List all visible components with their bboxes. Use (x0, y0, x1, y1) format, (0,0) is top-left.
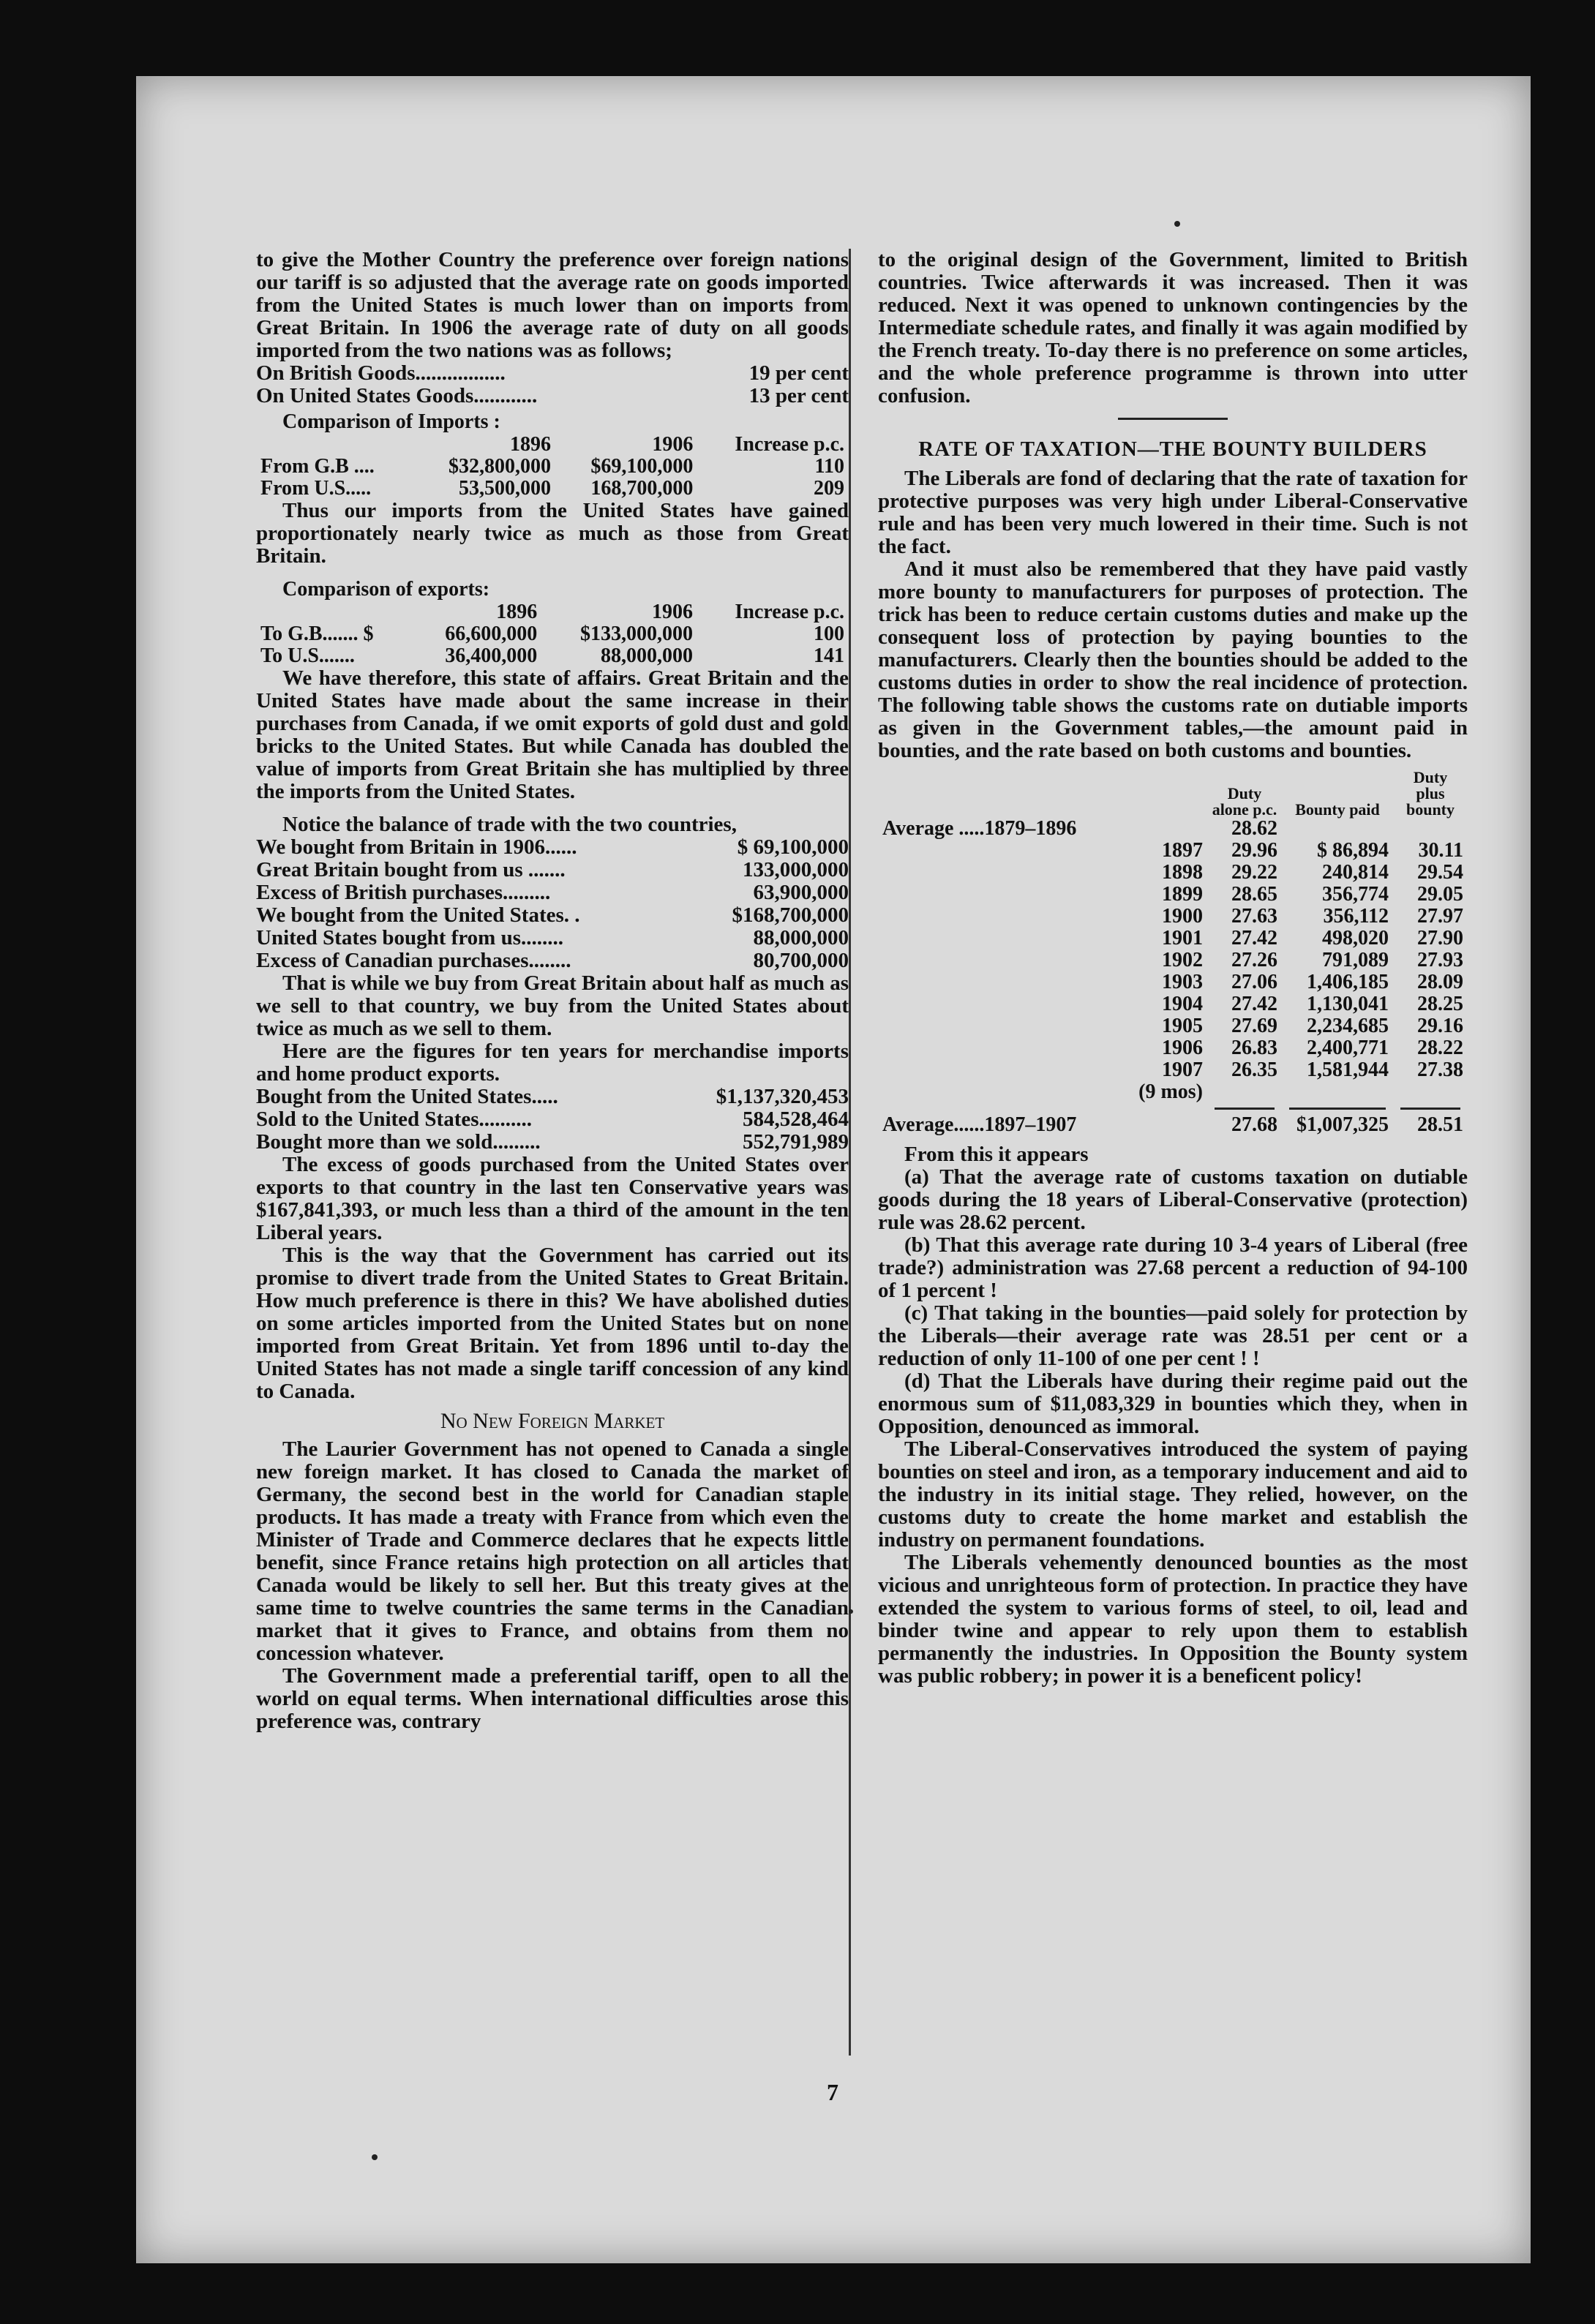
point-d: (d) That the Liberals have during their regime paid out the enormous sum of $11,083,329 in bounties which they, when in Opposition, denounced as immoral. (878, 1369, 1468, 1438)
page-number: 7 (827, 2079, 838, 2105)
ten-year-list (256, 1086, 849, 1154)
rate-row: On United States Goods............ 13 per cent (256, 384, 849, 407)
table-row: 1901 27.42 498,020 27.90 (1162, 927, 1463, 949)
table-header-row: Duty alone p.c. Bounty paid Duty plus bounty (1212, 768, 1455, 819)
table-row: 1899 28.65 356,774 29.05 (1162, 883, 1463, 906)
balance-intro: Notice the balance of trade with the two countries, (282, 813, 737, 836)
scan-speck (849, 1609, 853, 1614)
scan-speck (1174, 221, 1180, 227)
table-row: To G.B....... $ 66,600,000 $133,000,000 100 (260, 623, 844, 645)
table-row: 1902 27.26 791,089 27.93 (1162, 949, 1463, 971)
list-item: Bought from the United States..... $1,137,320,453 (256, 1085, 849, 1108)
continued-paragraph: to the original design of the Government, limited to British countries. Twice afterwards it was increased. Then it was reduced. Next it was opened to unknown contingencies by the Intermediate schedule rates, and finally it was again modified by the French treaty. To-day there is no preference on some articles, and the whole preference programme is thrown into utter confusion. (878, 248, 1468, 407)
point-b: (b) That this average rate during 10 3-4 years of Liberal (free trade?) administration was 27.68 percent a reduction of 94-100 of 1 percent ! (878, 1233, 1468, 1302)
laurier-paragraph: The Laurier Government has not opened to Canada a single new foreign market. It has closed to Canada the market of Germany, the second best in the world for Canadian staple products. It has made a treaty with France from which even the Minister of Trade and Commerce declares that he expects little benefit, since France retains high protection on all articles that Canada would be likely to sell her. But this treaty gives at the same time to twelve countries the same terms in the Canadian market that it gives to France, and obtains from them no concession whatever. (256, 1437, 849, 1665)
table-row: 1907 26.35 1,581,944 27.38 (1162, 1058, 1463, 1081)
column-divider (849, 249, 851, 2056)
right-column (878, 249, 1468, 1688)
table-row: 1900 27.63 356,112 27.97 (1162, 905, 1463, 928)
table-row: 1897 29.96 $ 86,894 30.11 (1162, 839, 1463, 862)
section-title-foreign-market: No New Foreign Market (440, 1409, 665, 1433)
exports-title: Comparison of exports: (282, 578, 490, 601)
balance-list (256, 836, 849, 972)
bounty-paragraph: And it must also be remembered that they have paid vastly more bounty to manufacturers for purposes of protection. The trick has been to reduce certain customs duties and make up the consequent loss of protection by paying bounties to the manufacturers. Clearly then the bounties should be added to the customs duties in order to show the real incidence of protection. The following table shows the customs rate on dutiable imports as given in the Government tables,—the amount paid in bounties, and the rate based on both customs and bounties. (878, 557, 1468, 762)
affairs-paragraph: We have therefore, this state of affairs. Great Britain and the United States have made about the same increase in their purchases from Canada, if we omit exports of gold dust and gold bricks to the United States. But while Canada has doubled the value of imports from Great Britain she has multiplied by three the imports from the United States. (256, 666, 849, 803)
list-item: Bought more than we sold......... 552,791,989 (256, 1130, 849, 1154)
denounced-paragraph: The Liberals vehemently denounced bounties as the most vicious and unrighteous form of protection. In practice they have extended the system to various forms of steel, to oil, lead and binder twine and appear to rely upon them to establish permanently the industries. In Opposition the Bounty system was public robbery; in power it is a beneficent policy! (878, 1551, 1468, 1688)
list-item: Excess of Canadian purchases........ 80,700,000 (256, 949, 849, 972)
point-c: (c) That taking in the bounties—paid solely for protection by the Liberals—their average rate was 28.51 per cent or a reduction of only 11-100 of one per cent ! ! (878, 1301, 1468, 1370)
left-column (256, 249, 849, 1733)
imports-table (256, 434, 849, 500)
bounty-table (878, 770, 1468, 1136)
balance-paragraph: That is while we buy from Great Britain about half as much as we sell to that country, we buy from the United States about twice as much as we sell to them. (256, 971, 849, 1040)
promise-paragraph: This is the way that the Government has carried out its promise to divert trade from the United States to Great Britain. How much preference is there in this? We have abolished duties on some articles imported from the United States but on none imported from Great Britain. Yet from 1896 until to-day the United States has not made a single tariff concession of any kind to Canada. (256, 1244, 849, 1403)
intro-paragraph: to give the Mother Country the preference over foreign nations our tariff is so adjusted that the average rate on goods imported from the United States is much lower than on imports from Great Britain. In 1906 the average rate of duty on all goods imported from the two nations was as follows; (256, 248, 849, 362)
table-row: Average .....1879–1896 28.62 (882, 817, 1277, 840)
tariff-paragraph: The Government made a preferential tariff, open to all the world on equal terms. When international difficulties arose this preference was, contrary (256, 1664, 849, 1733)
excess-paragraph: The excess of goods purchased from the United States over exports to that country in the last ten Conservative years was $167,841,393, or much less than a third of the amount in the ten Liberal years. (256, 1153, 849, 1244)
list-item: United States bought from us........ 88,000,000 (256, 926, 849, 949)
list-item: Excess of British purchases......... 63,900,000 (256, 881, 849, 904)
table-row: To U.S....... 36,400,000 88,000,000 141 (260, 644, 844, 667)
ten-years-paragraph: Here are the figures for ten years for merchandise imports and home product exports. (256, 1039, 849, 1086)
table-average-row: Average......1897–1907 27.68 $1,007,325 28.51 (882, 1113, 1463, 1136)
section-title-taxation: RATE OF TAXATION—THE BOUNTY BUILDERS (918, 437, 1427, 461)
table-row: From G.B .... $32,800,000 $69,100,000 110 (260, 455, 844, 478)
introduced-paragraph: The Liberal-Conservatives introduced the system of paying bounties on steel and iron, as a temporary inducement and aid to the industry in its initial stage. They relied, however, on the customs duty to create the home market and establish the industry on permanent foundations. (878, 1437, 1468, 1552)
section-rule (1118, 418, 1228, 420)
appears-line: From this it appears (904, 1143, 1089, 1166)
imports-title: Comparison of Imports : (282, 410, 500, 433)
rates-list (256, 362, 849, 407)
list-item: We bought from the United States. . $168,700,000 (256, 903, 849, 927)
table-header-row: 1896 1906 Increase p.c. (509, 433, 844, 456)
table-row: From U.S..... 53,500,000 168,700,000 209 (260, 477, 844, 500)
table-rule-row (878, 1103, 1468, 1114)
point-a: (a) That the average rate of customs taxation on dutiable goods during the 18 years of Liberal-Conservative (protection) rule was 28.62 percent. (878, 1165, 1468, 1234)
table-row: 1903 27.06 1,406,185 28.09 (1162, 971, 1463, 993)
table-row: 1898 29.22 240,814 29.54 (1162, 861, 1463, 884)
table-row: 1904 27.42 1,130,041 28.25 (1162, 993, 1463, 1015)
table-header-row: 1896 1906 Increase p.c. (496, 601, 844, 623)
list-item: Sold to the United States.......... 584,528,464 (256, 1108, 849, 1131)
rate-row: On British Goods................. 19 per cent (256, 361, 849, 385)
scan-speck (372, 2154, 378, 2160)
exports-table (256, 601, 849, 667)
list-item: We bought from Britain in 1906...... $ 69,100,000 (256, 835, 849, 859)
liberals-paragraph: The Liberals are fond of declaring that the rate of taxation for protective purposes was very high under Liberal-Conservative rule and has been very much lowered in their time. Such is not the fact. (878, 467, 1468, 558)
table-row: 1905 27.69 2,234,685 29.16 (1162, 1015, 1463, 1037)
imports-paragraph: Thus our imports from the United States have gained proportionately nearly twice as much as those from Great Britain. (256, 499, 849, 568)
table-note-row: (9 mos) (1138, 1080, 1203, 1103)
list-item: Great Britain bought from us ....... 133,000,000 (256, 858, 849, 881)
table-row: 1906 26.83 2,400,771 28.22 (1162, 1037, 1463, 1059)
